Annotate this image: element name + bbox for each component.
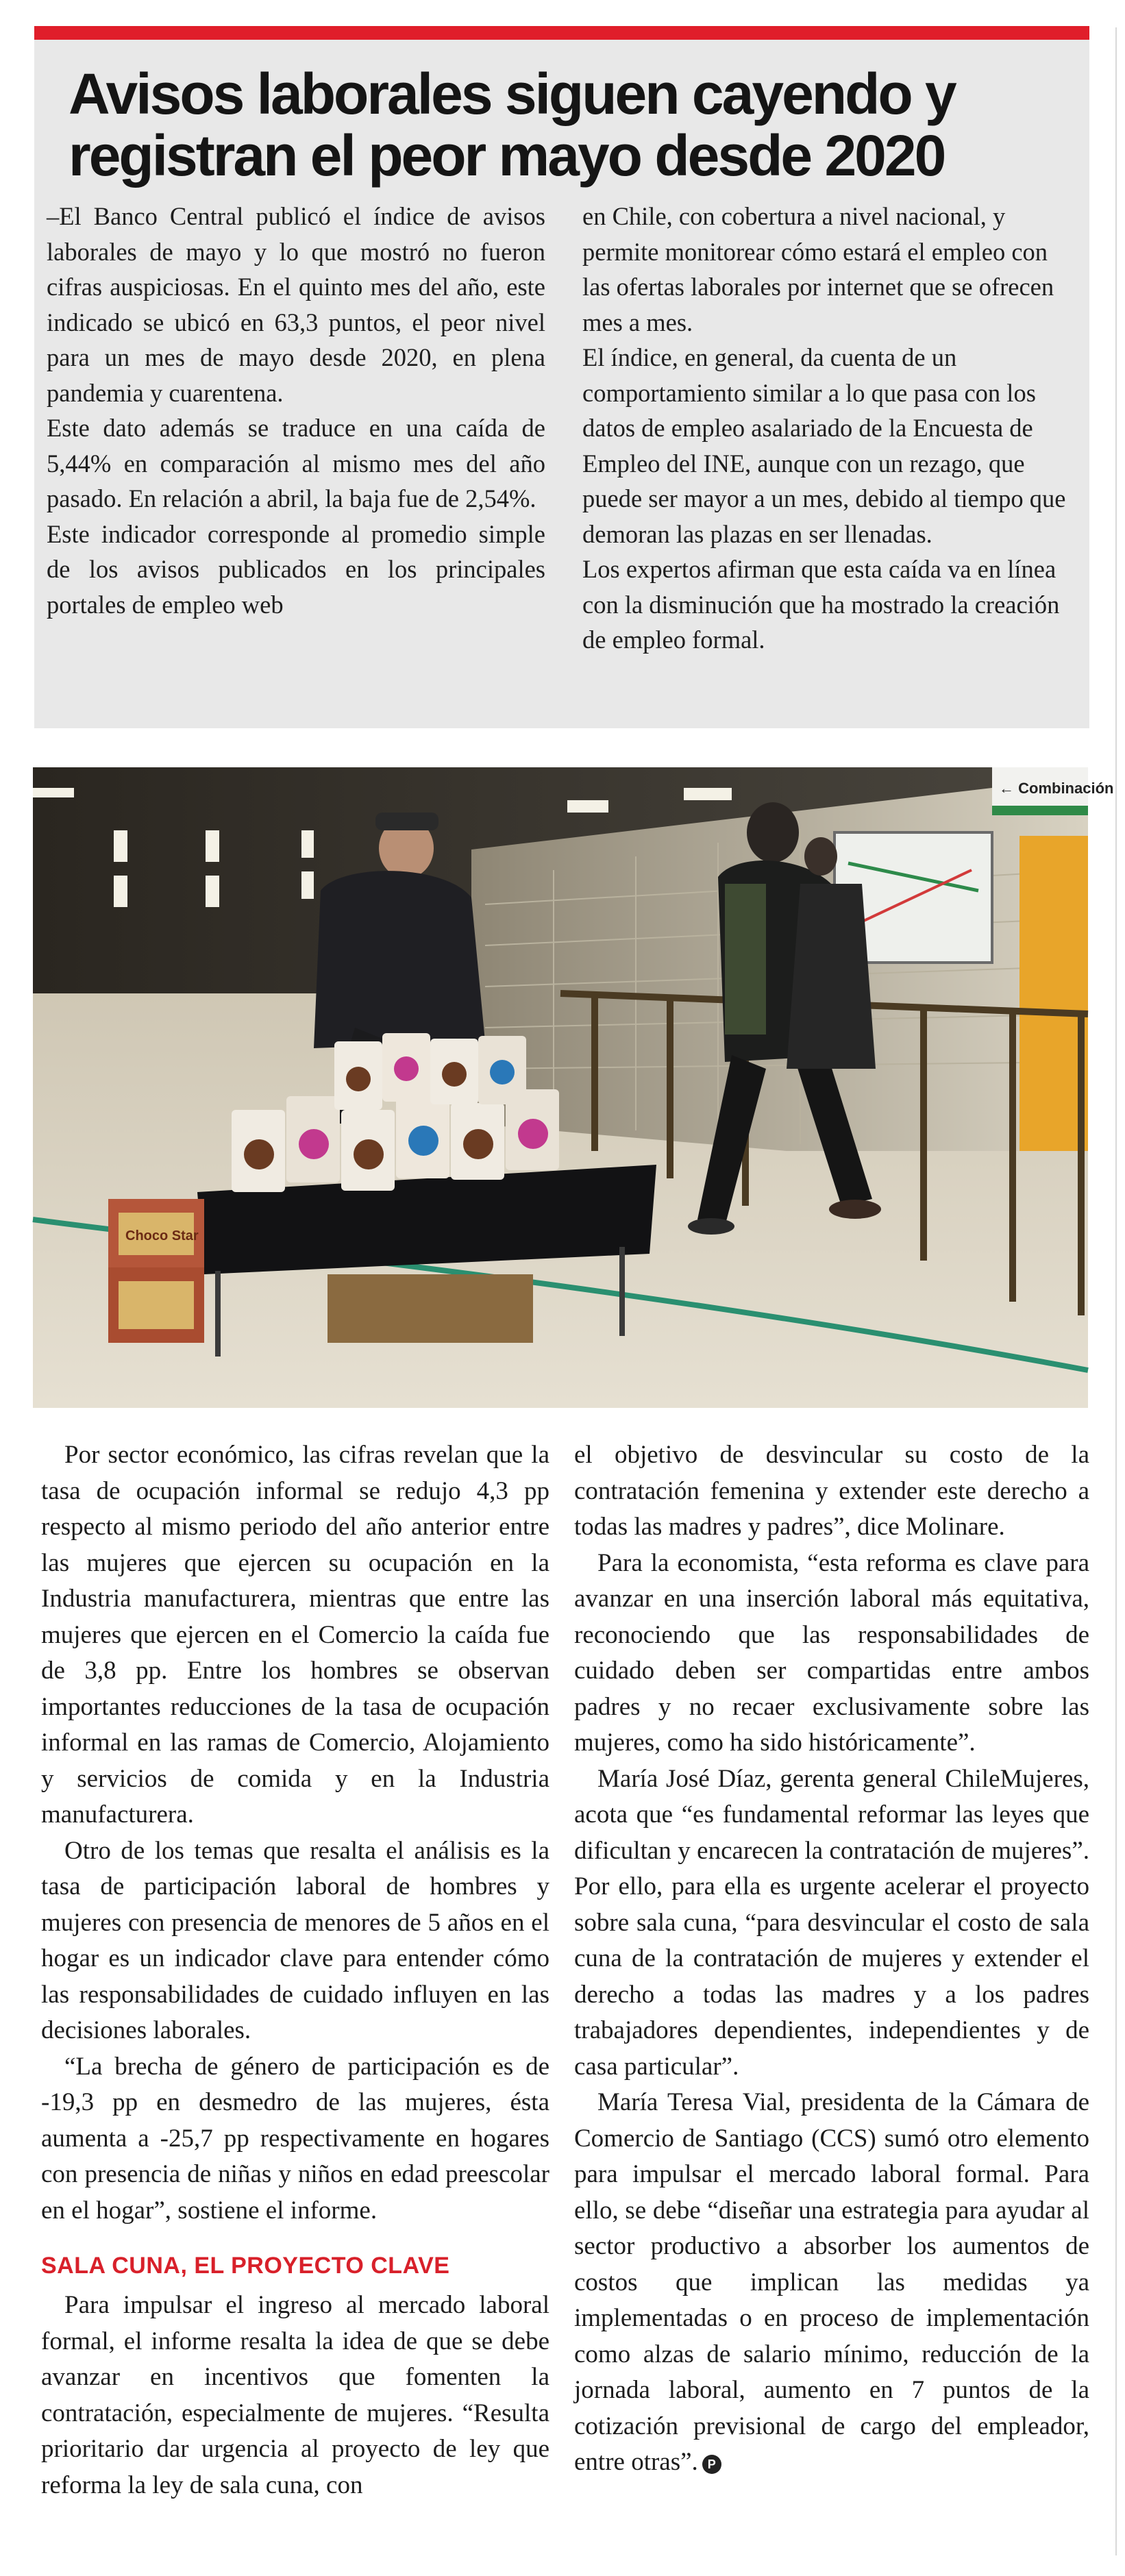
body-paragraph-continued: el objetivo de desvincular su costo de la contratación femenina y extender este derecho a todas las madres y padres”, dice Molinare. — [574, 1441, 1089, 1541]
body-paragraph: Otro de los temas que resalta el análisis es la tasa de participación laboral de hombres y mujeres con presencia de menores de 5 años en el hogar es un indicador clave para entender cómo las responsabilidades de cuidado influyen en las decisiones laborales. — [41, 1836, 549, 2044]
top-accent-bar — [34, 26, 1089, 40]
body-paragraph: “La brecha de género de participación es de -19,3 pp en desmedro de las mujeres, ésta aumenta a -25,7 pp respectivamente en hogares con presencia de niñas y niños en edad preescolar en el hogar”, sostiene el informe. — [41, 2052, 549, 2225]
page-edge-rule — [1115, 27, 1117, 2555]
metro-vendor-photo — [33, 767, 1114, 1408]
body-paragraph-text: María Teresa Vial, presidenta de la Cámara de Comercio de Santiago (CCS) sumó otro elemento para impulsar el mercado laboral formal. Para ello, se debe “diseñar una estrategia para ayudar al sector productivo a absorber los aumentos de costos que implican las medidas ya implementadas o en proceso de implementación como alzas de salario mínimo, reducción de la jornada laboral, aumento en 7 puntos de la cotización previsional de cargo del empleador, entre otras”. — [574, 2088, 1089, 2476]
summary-paragraph: El índice, en general, da cuenta de un comportamiento similar a lo que pasa con los datos de empleo asalariado de la Encuesta de Empleo del INE, aunque con un rezago, que puede ser mayor a un mes, debido al tiempo que demoran las plazas en ser llenadas. — [582, 343, 1066, 548]
summary-right-column — [582, 199, 1077, 658]
body-paragraph: Para impulsar el ingreso al mercado laboral formal, el informe resalta la idea de que se debe avanzar en incentivos que fomenten la contratación, especialmente de mujeres. “Resulta prioritario dar urgencia al proyecto de ley que reforma la ley de sala cuna, con — [41, 2291, 549, 2499]
end-of-article-icon: P — [702, 2455, 721, 2474]
body-paragraph-last — [574, 2085, 1089, 2481]
article-photo — [33, 767, 1114, 1408]
summary-paragraph: –El Banco Central publicó el índice de avisos laborales de mayo y lo que mostró no fueron cifras auspiciosas. En el quinto mes del año, este indicado se ubicó en 63,3 puntos, el peor nivel para un mes de mayo desde 2020, en plena pandemia y cuarentena. — [47, 202, 545, 407]
headline: Avisos laborales siguen cayendo y registran el peor mayo desde 2020 — [69, 62, 955, 188]
body-paragraph: Para la economista, “esta reforma es clave para avanzar en una inserción laboral más equitativa, reconociendo que las responsabilidades de cuidado deben ser compartidas entre ambos padres y no recaer exclusivamente sobre las mujeres, como ha sido históricamente”. — [574, 1548, 1089, 1757]
section-subhead: SALA CUNA, EL PROYECTO CLAVE — [41, 2253, 450, 2279]
body-paragraph: María José Díaz, gerenta general ChileMujeres, acota que “es fundamental reformar las leyes que dificultan y encarecen la contratación de mujeres”. Por ello, para ella es urgente acelerar el proyecto sobre sala cuna, “para desvincular el costo de sala cuna de la contratación de mujeres y extender el derecho a todas las madres y a los padres trabajadores dependientes, independientes y de casa particular”. — [574, 1764, 1089, 2081]
body-paragraph: Por sector económico, las cifras revelan que la tasa de ocupación informal se redujo 4,3 pp respecto al mismo periodo del año anterior entre las mujeres que ejercen su ocupación en la Industria manufacturera, mientras que entre las mujeres que ejercen en el Comercio la caída fue de 3,8 pp. Entre los hombres se observan importantes reducciones de la tasa de ocupación informal en las ramas de Comercio, Alojamiento y servicios de comida y en la Industria manufacturera. — [41, 1441, 549, 1829]
summary-paragraph: en Chile, con cobertura a nivel nacional, y permite monitorear cómo estará el empleo con las ofertas laborales por internet que se ofrecen mes a mes. — [582, 202, 1054, 336]
summary-paragraph: Los expertos afirman que esta caída va en línea con la disminución que ha mostrado la creación de empleo formal. — [582, 555, 1060, 654]
body-right-column — [574, 1437, 1089, 2481]
cardboard-boxes-under-table — [327, 1274, 533, 1343]
summary-paragraph: Este indicador corresponde al promedio simple de los avisos publicados en los principales portales de empleo web — [47, 519, 545, 619]
box-label: Choco Star — [125, 1228, 199, 1243]
summary-paragraph: Este dato además se traduce en una caída de 5,44% en comparación al mismo mes del año pasado. En relación a abril, la baja fue de 2,54%. — [47, 414, 545, 512]
body-left-column — [41, 1437, 549, 2503]
summary-left-column — [47, 199, 545, 622]
sign-text: ← Combinación — [999, 780, 1114, 797]
